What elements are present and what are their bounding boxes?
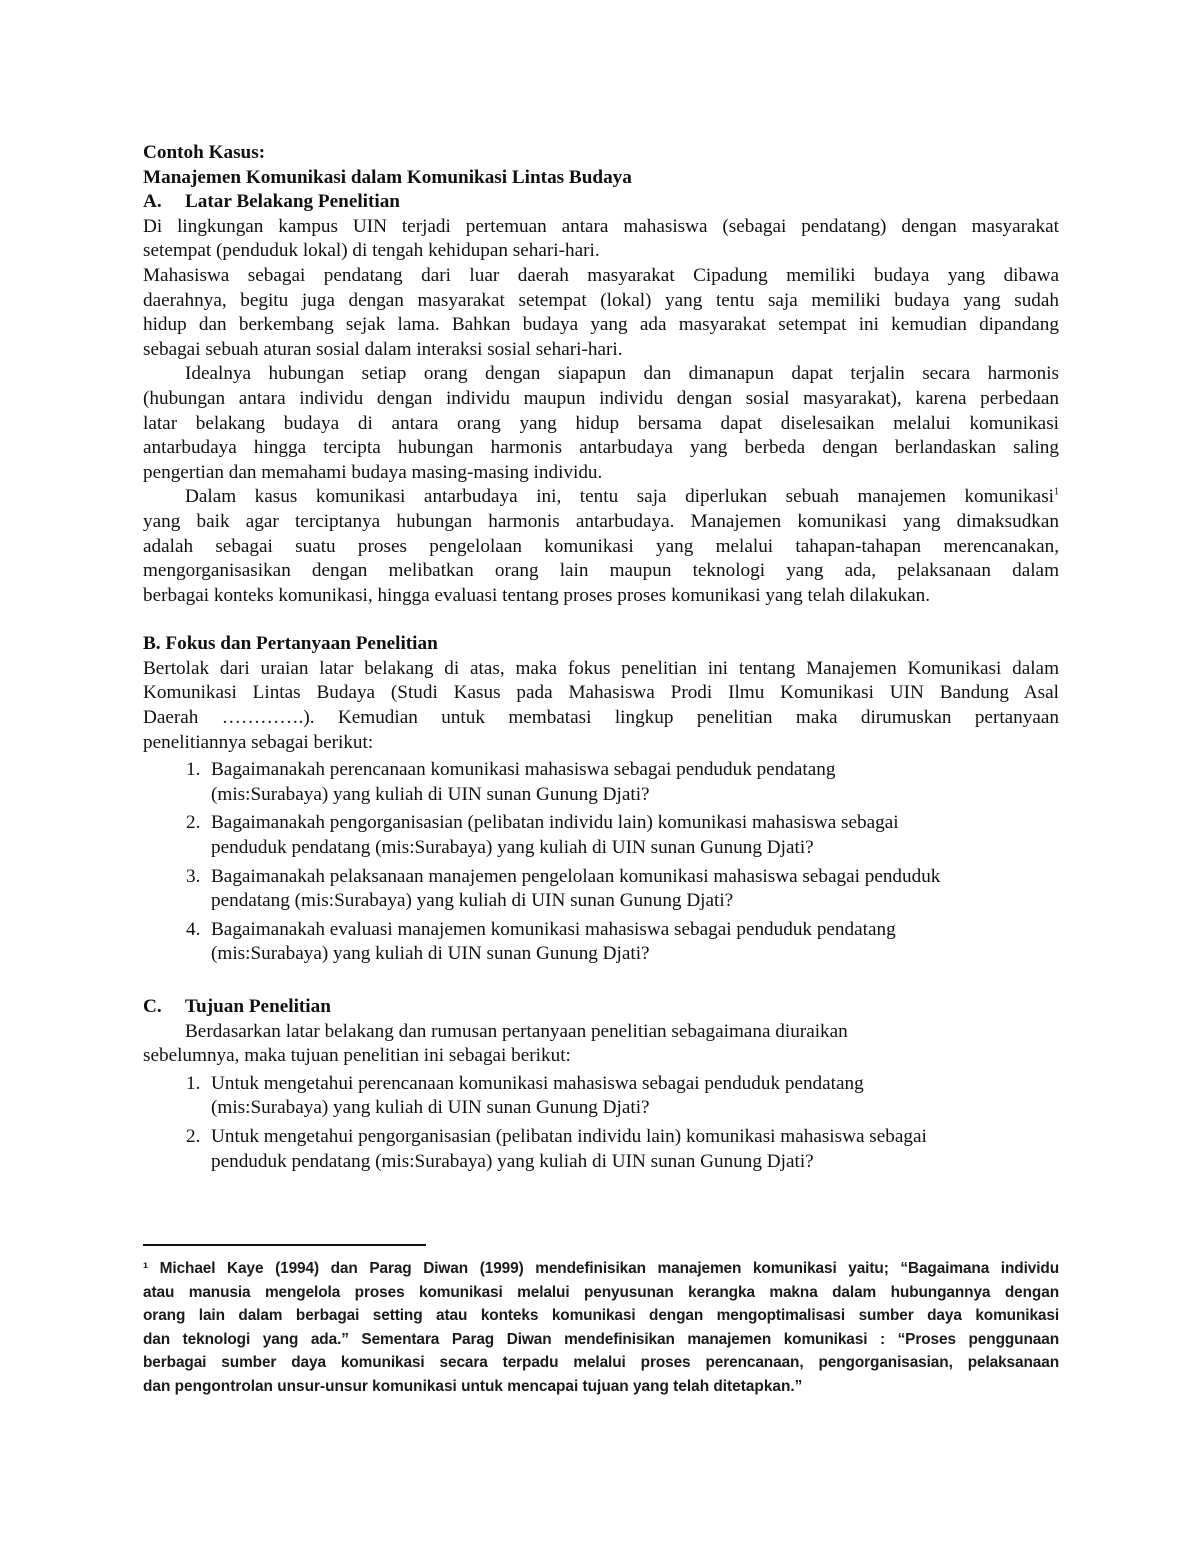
section-a-heading	[143, 190, 1059, 215]
section-b-intro	[143, 657, 1059, 755]
document-page	[143, 141, 1059, 1178]
research-questions-list	[143, 758, 1059, 967]
list-item	[143, 1125, 1059, 1174]
list-item	[143, 811, 1059, 860]
list-item	[143, 865, 1059, 914]
text-line	[143, 485, 1059, 510]
text-line: Mahasiswa sebagai pendatang dari luar daerah masyarakat Cipadung memiliki budaya yang dibawa	[143, 264, 1059, 286]
text-line: Bertolak dari uraian latar belakang di atas, maka fokus penelitian ini tentang Manajemen Komunikasi dalam	[143, 657, 1059, 679]
text-line: Bagaimanakah pelaksanaan manajemen pengelolaan komunikasi mahasiswa sebagai penduduk	[211, 865, 941, 887]
footnote-line: dan pengontrolan unsur-unsur komunikasi untuk mencapai tujuan yang telah ditetapkan.”	[143, 1377, 803, 1395]
text-line: yang baik agar terciptanya hubungan harmonis antarbudaya. Manajemen komunikasi yang dimaksudkan	[143, 510, 1059, 532]
section-c-letter: C.	[143, 996, 162, 1017]
section-a-paragraph-1	[143, 215, 1059, 264]
text-line: hidup dan berkembang sejak lama. Bahkan budaya yang ada masyarakat setempat ini kemudian dipandang	[143, 314, 1059, 336]
section-a-letter: A.	[143, 191, 162, 213]
list-item	[143, 918, 1059, 967]
spacer	[143, 608, 1059, 632]
section-c-title: Tujuan Penelitian	[185, 996, 331, 1017]
footnote-separator	[143, 1244, 426, 1246]
text-line: Komunikasi Lintas Budaya (Studi Kasus pada Mahasiswa Prodi Ilmu Komunikasi UIN Bandung Asal	[143, 682, 1059, 704]
section-c-intro	[143, 1020, 1059, 1069]
doc-subtitle: Manajemen Komunikasi dalam Komunikasi Lintas Budaya	[143, 166, 632, 188]
footnote-line: berbagai sumber daya komunikasi secara terpadu melalui proses perencanaan, pengorganisasian, pelaksanaan	[143, 1354, 1059, 1372]
footnote-reference[interactable]: 1	[1054, 486, 1059, 498]
text-line: Idealnya hubungan setiap orang dengan siapapun dan dimanapun dapat terjalin secara harmonis	[185, 363, 1059, 385]
list-number: 2.	[186, 812, 201, 834]
text-line: (mis:Surabaya) yang kuliah di UIN sunan Gunung Djati?	[211, 943, 650, 965]
text-line: mengorganisasikan dengan melibatkan orang lain maupun teknologi yang ada, pelaksanaan dalam	[143, 560, 1059, 582]
text-line: daerahnya, begitu juga dengan masyarakat setempat (lokal) yang tentu saja memiliki budaya yang sudah	[143, 289, 1059, 311]
list-item	[143, 758, 1059, 807]
text-line: pendatang (mis:Surabaya) yang kuliah di UIN sunan Gunung Djati?	[211, 890, 734, 912]
list-number: 2.	[186, 1125, 201, 1147]
section-c-heading	[143, 995, 1059, 1020]
text-line: Bagaimanakah pengorganisasian (pelibatan individu lain) komunikasi mahasiswa sebagai	[211, 812, 899, 834]
text-line: (mis:Surabaya) yang kuliah di UIN sunan Gunung Djati?	[211, 1097, 650, 1119]
text-fragment: Dalam kasus komunikasi antarbudaya ini, tentu saja diperlukan sebuah manajemen komunikasi	[185, 486, 1054, 508]
footnote-line: ¹ Michael Kaye (1994) dan Parag Diwan (1999) mendefinisikan manajemen komunikasi yaitu; “Bagaimana individu	[143, 1260, 1059, 1277]
list-number: 1.	[186, 1072, 201, 1094]
list-item	[143, 1072, 1059, 1121]
section-b-heading: B. Fokus dan Pertanyaan Penelitian	[143, 633, 438, 655]
section-a-paragraph-3	[143, 362, 1059, 485]
text-line: latar belakang budaya di antara orang yang hidup bersama dapat diselesaikan melalui komunikasi	[143, 412, 1059, 434]
text-line: pengertian dan memahami budaya masing-masing individu.	[143, 461, 603, 483]
text-line: Untuk mengetahui perencanaan komunikasi mahasiswa sebagai penduduk pendatang	[211, 1072, 864, 1094]
footnote-line: orang lain dalam berbagai setting atau konteks komunikasi dengan mengoptimalisasi sumber daya komunikasi	[143, 1307, 1059, 1325]
text-line: penduduk pendatang (mis:Surabaya) yang kuliah di UIN sunan Gunung Djati?	[211, 1150, 814, 1172]
list-number: 4.	[186, 918, 201, 940]
text-line: setempat (penduduk lokal) di tengah kehidupan sehari-hari.	[143, 240, 600, 262]
text-line: penduduk pendatang (mis:Surabaya) yang kuliah di UIN sunan Gunung Djati?	[211, 837, 814, 859]
text-line: sebelumnya, maka tujuan penelitian ini sebagai berikut:	[143, 1045, 571, 1067]
research-goals-list	[143, 1072, 1059, 1174]
footnote-line: atau manusia mengelola proses komunikasi melalui penyusunan kerangka makna dalam hubungannya dengan	[143, 1283, 1059, 1301]
text-line: (hubungan antara individu dengan individu maupun individu dengan sosial masyarakat), karena perbedaan	[143, 387, 1059, 409]
text-line: sebagai sebuah aturan sosial dalam interaksi sosial sehari-hari.	[143, 338, 623, 360]
list-number: 1.	[186, 759, 201, 781]
footnote-line: dan teknologi yang ada.” Sementara Parag Diwan mendefinisikan manajemen komunikasi : “Proses penggunaan	[143, 1330, 1059, 1348]
text-line: Berdasarkan latar belakang dan rumusan pertanyaan penelitian sebagaimana diuraikan	[185, 1020, 848, 1042]
text-line: adalah sebagai suatu proses pengelolaan komunikasi yang melalui tahapan-tahapan merencanakan,	[143, 535, 1059, 557]
section-a-paragraph-2	[143, 264, 1059, 362]
section-a-title: Latar Belakang Penelitian	[185, 191, 400, 213]
list-number: 3.	[186, 865, 201, 887]
text-line: Daerah ………….). Kemudian untuk membatasi lingkup penelitian maka dirumuskan pertanyaan	[143, 707, 1059, 729]
text-line: antarbudaya hingga tercipta hubungan harmonis antarbudaya yang berbeda dengan berlandaskan saling	[143, 437, 1059, 459]
text-line: penelitiannya sebagai berikut:	[143, 731, 374, 753]
text-line: Bagaimanakah perencanaan komunikasi mahasiswa sebagai penduduk pendatang	[211, 759, 836, 781]
text-line: Di lingkungan kampus UIN terjadi pertemuan antara mahasiswa (sebagai pendatang) dengan masyarakat	[143, 215, 1059, 237]
section-a-paragraph-4	[143, 485, 1059, 608]
text-line: berbagai konteks komunikasi, hingga evaluasi tentang proses proses komunikasi yang telah dilakukan.	[143, 584, 931, 606]
text-line: (mis:Surabaya) yang kuliah di UIN sunan Gunung Djati?	[211, 783, 650, 805]
footnote	[143, 1257, 1059, 1399]
doc-title: Contoh Kasus:	[143, 142, 266, 163]
spacer	[143, 971, 1059, 995]
text-line: Untuk mengetahui pengorganisasian (pelibatan individu lain) komunikasi mahasiswa sebagai	[211, 1125, 927, 1147]
text-line: Bagaimanakah evaluasi manajemen komunikasi mahasiswa sebagai penduduk pendatang	[211, 918, 896, 940]
